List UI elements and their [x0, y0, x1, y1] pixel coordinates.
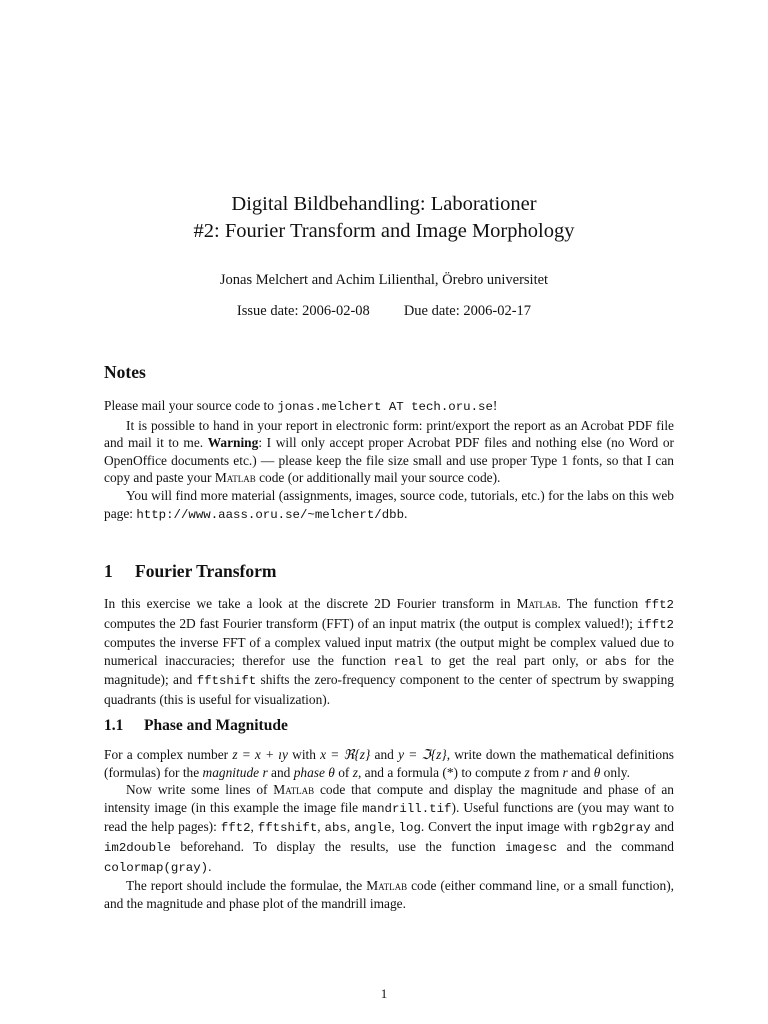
- section-1-paragraph: In this exercise we take a look at the discrete 2D Fourier transform in Matlab. The function fft2 computes the 2D fast Fourier transform (FFT) of an input matrix (the output is complex valued!); ifft2 computes the inverse FFT of a complex valued input matrix (the output might be complex valued due to numerical inaccuracies; therefor use the function real to get the real part only, or abs for the magnitude); and fftshift shifts the zero-frequency component to the center of spectrum by swapping quadrants (this is useful for visualization).: [104, 596, 674, 707]
- authors: Jonas Melchert and Achim Lilienthal, Örebro universitet: [219, 272, 549, 288]
- notes-paragraph-3: You will find more material (assignments, images, source code, tutorials, etc.) for the labs on this web page: http://www.aass.oru.se/~melchert/dbb.: [104, 487, 674, 522]
- title-line-2: #2: Fourier Transform and Image Morphology: [193, 220, 575, 242]
- issue-date: Issue date: 2006-02-08: [236, 303, 370, 319]
- subsection-paragraph-1: For a complex number z = x + ıy with x = ℜ{z} and y = ℑ{z}, write down the mathematical definitions (formulas) for the magnitude r and phase θ of z, and a formula (*) to compute z from r and θ only.: [104, 747, 675, 780]
- subsection-1-1-body: [104, 746, 674, 912]
- notes-paragraph-1: Please mail your source code to jonas.melchert AT tech.oru.se!: [104, 398, 498, 414]
- web-url: http://www.aass.oru.se/~melchert/dbb: [136, 507, 405, 522]
- email-address: jonas.melchert AT tech.oru.se: [277, 400, 493, 414]
- section-1-body: [104, 595, 674, 709]
- notes-heading: Notes: [104, 362, 146, 382]
- page-number: 1: [380, 986, 388, 1001]
- notes-paragraph-2: It is possible to hand in your report in electronic form: print/export the report as an Acrobat PDF file and mail it to me. Warning: I will only accept proper Acrobat PDF files and nothing else (no Word or OpenOffice documents etc.) — please keep the file size small and use proper Type 1 fonts, so that I can copy and paste your Matlab code (or additionally mail your source code).: [104, 417, 674, 486]
- due-date: Due date: 2006-02-17: [403, 303, 532, 319]
- subsection-paragraph-3: The report should include the formulae, the Matlab code (either command line, or a small function), and the magnitude and phase plot of the mandrill image.: [104, 878, 674, 911]
- dates-line: [0, 303, 768, 320]
- notes-body: [104, 397, 674, 524]
- section-1-heading: 1 Fourier Transform: [104, 561, 277, 581]
- warning-label: Warning: [207, 435, 259, 451]
- subsection-paragraph-2: Now write some lines of Matlab code that compute and display the magnitude and phase of an intensity image (in this example the image file mandrill.tif). Useful functions are (you may want to read the help pages): fft2, fftshift, abs, angle, log. Convert the input image with rgb2gray and im2double beforehand. To display the results, use the function imagesc and the command colormap(gray).: [104, 782, 675, 875]
- subsection-1-1-heading: 1.1 Phase and Magnitude: [104, 717, 288, 734]
- title-line-1: Digital Bildbehandling: Laborationer: [231, 193, 537, 215]
